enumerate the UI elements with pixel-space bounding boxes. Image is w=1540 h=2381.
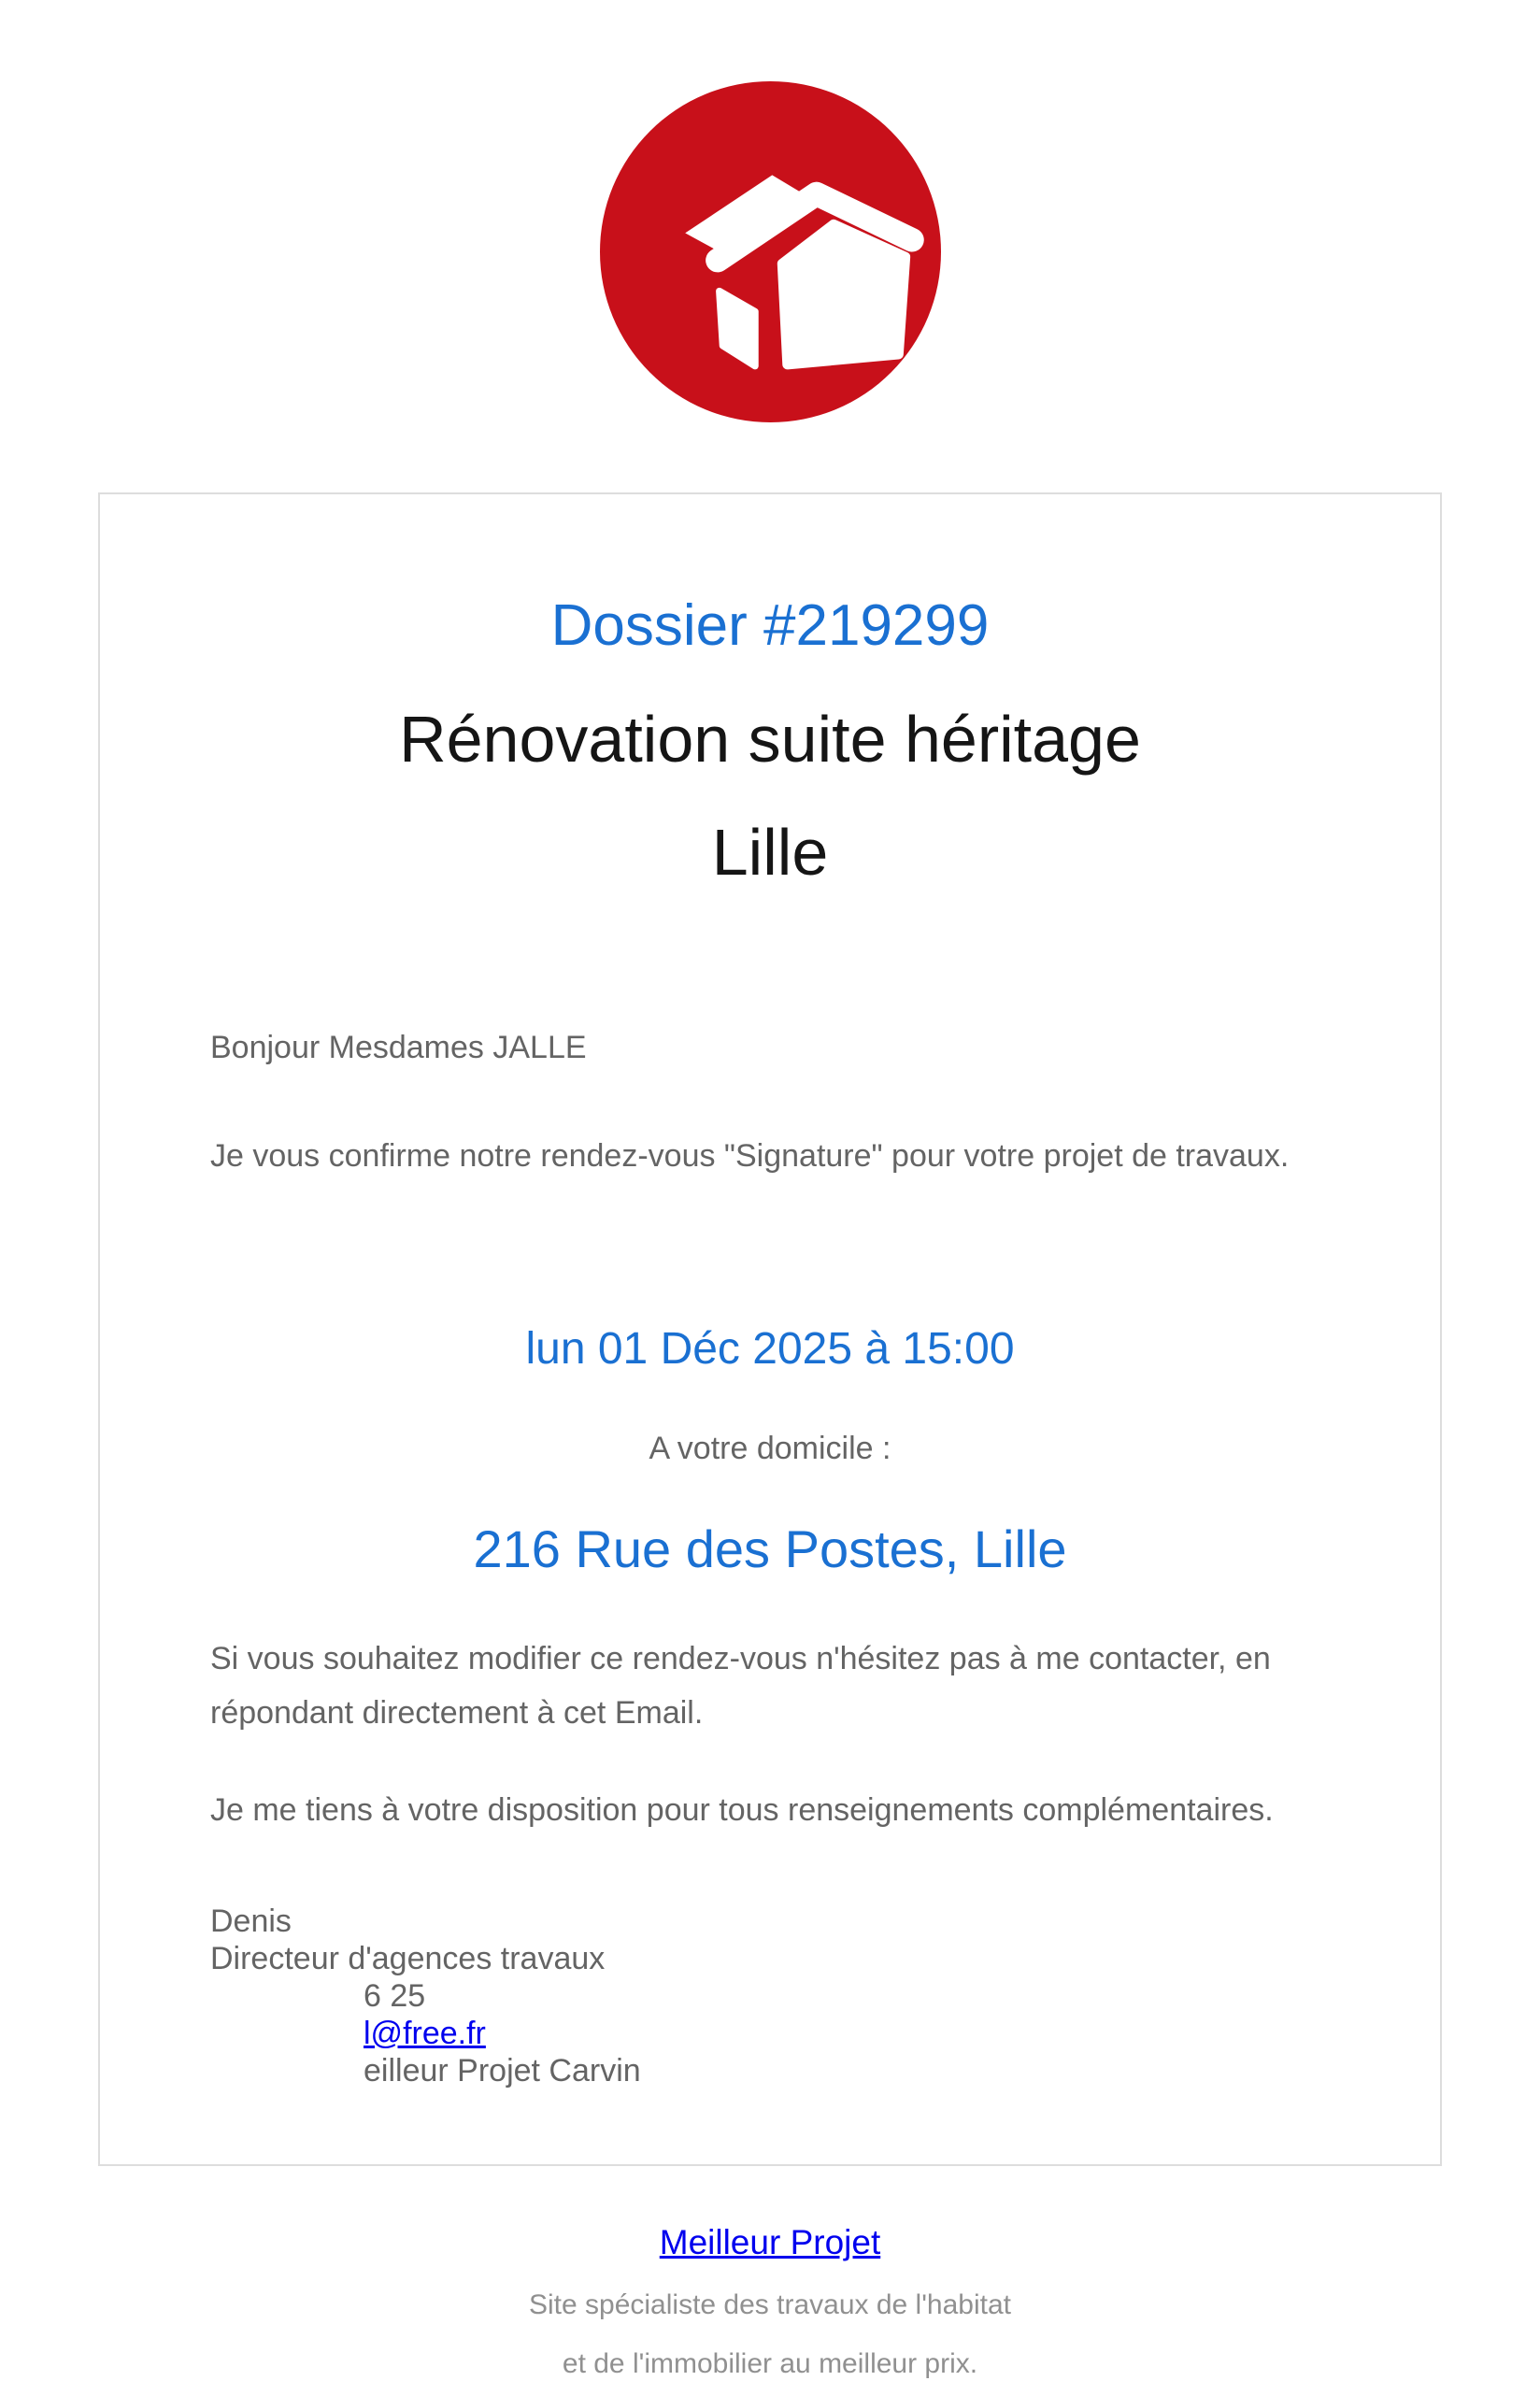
footer-tagline-2: et de l'immobilier au meilleur prix. (562, 2348, 978, 2380)
redacted-text-gap (210, 2005, 364, 2006)
project-title-heading: Rénovation suite héritage (399, 703, 1141, 777)
confirmation-text: Je vous confirme notre rendez-vous "Signature" pour votre projet de travaux. (210, 1138, 1290, 1175)
signature-name: Denis (210, 1903, 292, 1939)
signature-email-link[interactable]: l@free.fr (364, 2015, 486, 2051)
availability-text: Je me tiens à votre disposition pour tous renseignements complémentaires. (210, 1791, 1274, 1828)
signature-phone-fragment: 6 25 (364, 1977, 426, 2014)
appointment-location-label: A votre domicile : (649, 1431, 891, 1467)
logo-container (0, 0, 1540, 422)
email-footer (0, 2222, 1540, 2381)
redacted-text-gap (210, 2080, 364, 2081)
signature-agency-fragment: eilleur Projet Carvin (364, 2052, 641, 2089)
city-heading: Lille (711, 815, 829, 889)
greeting-text: Bonjour Mesdames JALLE (210, 1030, 587, 1066)
appointment-address: 216 Rue des Postes, Lille (473, 1519, 1067, 1579)
signature-job-title: Directeur d'agences travaux (210, 1940, 606, 1976)
signature-block (210, 1903, 1330, 2089)
signature-agency-line (210, 2052, 1330, 2089)
footer-brand-link[interactable]: Meilleur Projet (659, 2222, 881, 2261)
redacted-text-gap (210, 2043, 364, 2044)
signature-email-line (210, 2015, 1330, 2052)
footer-tagline-1: Site spécialiste des travaux de l'habitat (528, 2289, 1012, 2321)
dossier-number-heading: Dossier #219299 (550, 593, 990, 658)
signature-phone-line (210, 1977, 1330, 2015)
email-body-card (98, 492, 1442, 2166)
house-logo-icon (600, 81, 941, 422)
appointment-datetime: lun 01 Déc 2025 à 15:00 (525, 1324, 1015, 1375)
modify-appointment-text: Si vous souhaitez modifier ce rendez-vous n'hésitez pas à me contacter, en répondant directement à cet Email. (210, 1640, 1271, 1731)
